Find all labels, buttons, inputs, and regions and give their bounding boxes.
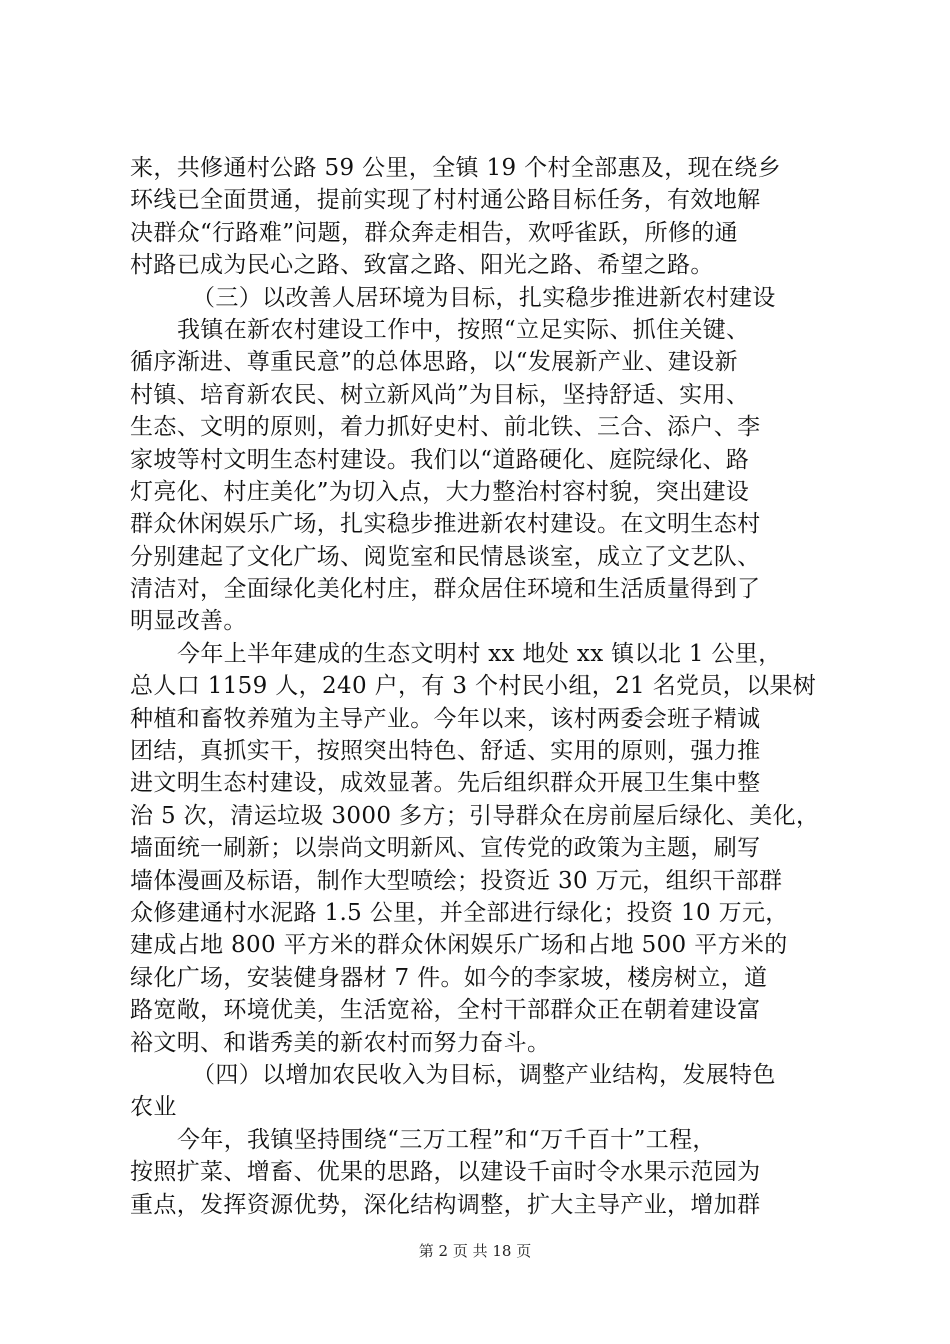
text-line: 墙面统一刷新；以崇尚文明新风、宣传党的政策为主题，刷写 (130, 835, 761, 862)
text-line: 分别建起了文化广场、阅览室和民情恳谈室，成立了文艺队、 (130, 543, 761, 570)
page-number-footer: 第 2 页 共 18 页 (418, 1242, 532, 1260)
document-body (130, 152, 830, 1221)
text-line: 总人口 1159 人，240 户，有 3 个村民小组，21 名党员，以果树 (130, 673, 817, 700)
text-line: 决群众“行路难”问题，群众奔走相告，欢呼雀跃，所修的通 (130, 219, 738, 246)
text-line: 重点，发挥资源优势，深化结构调整，扩大主导产业，增加群 (130, 1191, 761, 1218)
text-line: 治 5 次，清运垃圾 3000 多方；引导群众在房前屋后绿化、美化， (130, 802, 820, 829)
text-line: 循序渐进、尊重民意”的总体思路，以“发展新产业、建设新 (130, 349, 738, 376)
text-line: 建成占地 800 平方米的群众休闲娱乐广场和占地 500 平方米的 (130, 932, 788, 959)
text-line: 绿化广场，安装健身器材 7 件。如今的李家坡，楼房树立，道 (130, 964, 768, 991)
section-heading-continuation: 农业 (130, 1094, 177, 1121)
text-line: 裕文明、和谐秀美的新农村而努力奋斗。 (130, 1029, 551, 1056)
text-line: 生态、文明的原则，着力抓好史村、前北铁、三合、添户、李 (130, 414, 761, 441)
text-line: 按照扩菜、增畜、优果的思路，以建设千亩时令水果示范园为 (130, 1159, 761, 1186)
text-line: 环线已全面贯通，提前实现了村村通公路目标任务，有效地解 (130, 187, 761, 214)
text-line: 路宽敞，环境优美，生活宽裕，全村干部群众正在朝着建设富 (130, 997, 761, 1024)
text-line: 清洁对，全面绿化美化村庄，群众居住环境和生活质量得到了 (130, 576, 761, 603)
text-line: 群众休闲娱乐广场，扎实稳步推进新农村建设。在文明生态村 (130, 511, 761, 538)
text-line: 明显改善。 (130, 608, 247, 635)
paragraph-first-line: 今年，我镇坚持围绕“三万工程”和“万千百十”工程， (177, 1126, 716, 1153)
section-heading: （四）以增加农民收入为目标，调整产业结构，发展特色 (192, 1061, 776, 1088)
text-line: 种植和畜牧养殖为主导产业。今年以来，该村两委会班子精诚 (130, 705, 761, 732)
section-heading: （三）以改善人居环境为目标，扎实稳步推进新农村建设 (192, 284, 776, 311)
paragraph-first-line: 今年上半年建成的生态文明村 xx 地处 xx 镇以北 1 公里， (177, 640, 782, 667)
text-line: 团结，真抓实干，按照突出特色、舒适、实用的原则，强力推 (130, 738, 761, 765)
text-line: 灯亮化、村庄美化”为切入点，大力整治村容村貌，突出建设 (130, 478, 750, 505)
paragraph-first-line: 我镇在新农村建设工作中，按照“立足实际、抓住关键、 (177, 316, 750, 343)
text-line: 家坡等村文明生态村建设。我们以“道路硬化、庭院绿化、路 (130, 446, 750, 473)
text-line: 村镇、培育新农民、树立新风尚”为目标，坚持舒适、实用、 (130, 381, 750, 408)
text-line: 进文明生态村建设，成效显著。先后组织群众开展卫生集中整 (130, 770, 761, 797)
text-line: 来，共修通村公路 59 公里，全镇 19 个村全部惠及，现在绕乡 (130, 155, 781, 181)
text-line: 众修建通村水泥路 1.5 公里，并全部进行绿化；投资 10 万元， (130, 899, 789, 926)
text-line: 墙体漫画及标语，制作大型喷绘；投资近 30 万元，组织干部群 (130, 867, 783, 894)
text-line: 村路已成为民心之路、致富之路、阳光之路、希望之路。 (130, 252, 714, 279)
